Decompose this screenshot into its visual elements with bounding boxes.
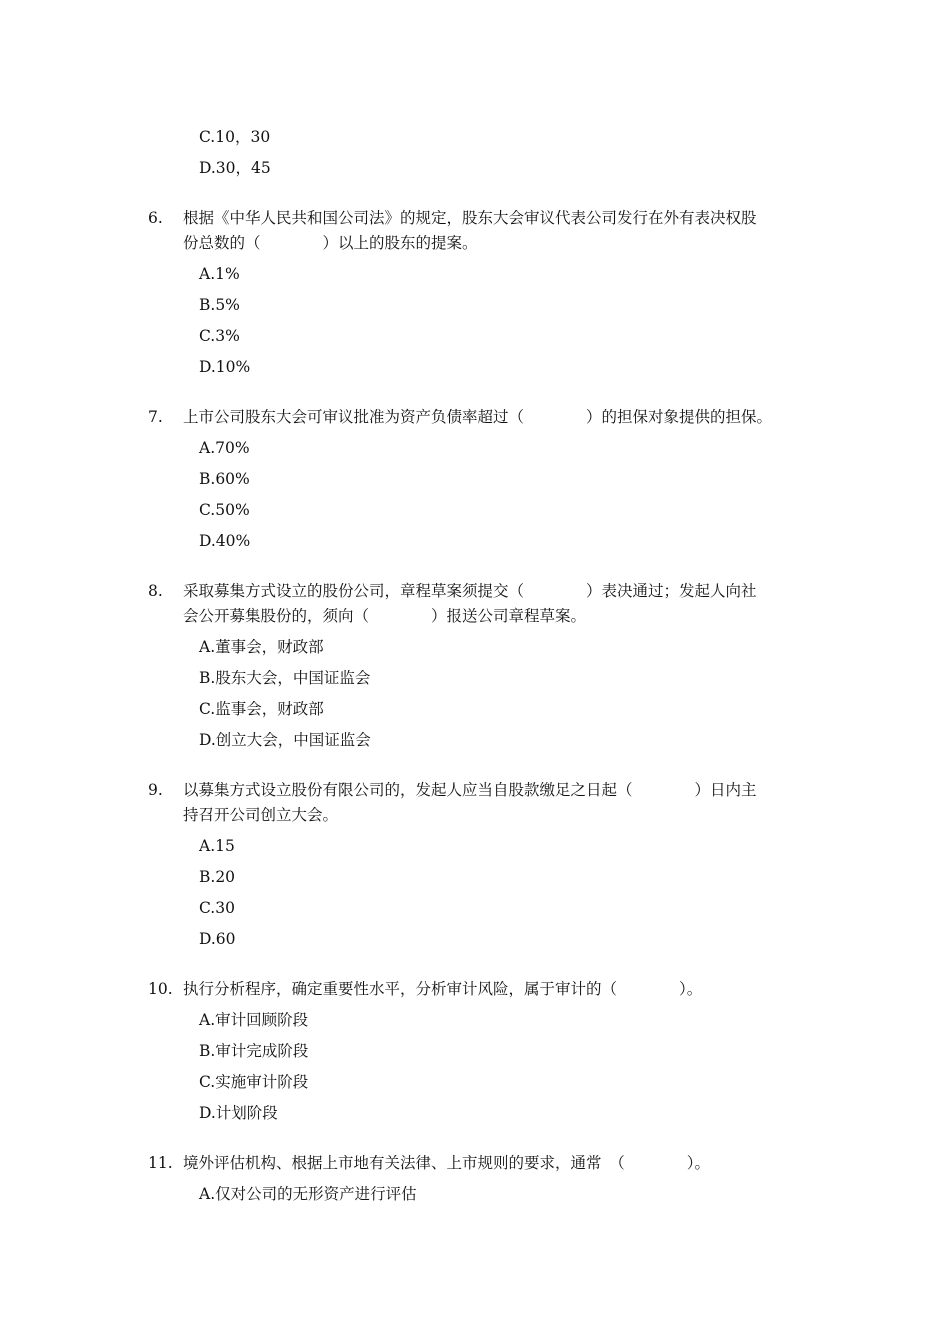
option-6-c: C.3% <box>199 327 240 345</box>
option-7-b: B.60% <box>199 470 250 488</box>
option-10-a: A.审计回顾阶段 <box>199 1011 309 1029</box>
question-10-number: 10. <box>148 980 173 998</box>
question-8-text-line-2: 会公开募集股份的，须向（ ）报送公司章程草案。 <box>183 607 587 625</box>
option-7-a: A.70% <box>199 439 250 457</box>
question-7-number: 7. <box>148 408 163 426</box>
question-10-text-line-1: 执行分析程序，确定重要性水平，分析审计风险，属于审计的（ ）。 <box>183 980 703 998</box>
option-6-b: B.5% <box>199 296 240 314</box>
option-7-d: D.40% <box>199 532 251 550</box>
option-9-c: C.30 <box>199 899 235 917</box>
question-9-number: 9. <box>148 781 163 799</box>
option-8-d: D.创立大会，中国证监会 <box>199 731 371 749</box>
question-9-text-line-2: 持召开公司创立大会。 <box>183 806 339 824</box>
option-11-a: A.仅对公司的无形资产进行评估 <box>199 1185 417 1203</box>
option-10-c: C.实施审计阶段 <box>199 1073 309 1091</box>
option-8-c: C.监事会，财政部 <box>199 700 324 718</box>
option-6-a: A.1% <box>199 265 240 283</box>
option-9-d: D.60 <box>199 930 236 948</box>
option-10-b: B.审计完成阶段 <box>199 1042 309 1060</box>
question-9-text-line-1: 以募集方式设立股份有限公司的，发起人应当自股款缴足之日起（ ）日内主 <box>183 781 757 799</box>
option-5-c: C.10，30 <box>199 128 271 146</box>
option-7-c: C.50% <box>199 501 250 519</box>
question-6-text-line-1: 根据《中华人民共和国公司法》的规定，股东大会审议代表公司发行在外有表决权股 <box>183 209 757 227</box>
option-9-a: A.15 <box>199 837 235 855</box>
option-8-a: A.董事会，财政部 <box>199 638 324 656</box>
option-8-b: B.股东大会，中国证监会 <box>199 669 371 687</box>
question-6-text-line-2: 份总数的（ ）以上的股东的提案。 <box>183 234 478 252</box>
question-6-number: 6. <box>148 209 163 227</box>
question-11-number: 11. <box>148 1154 173 1172</box>
question-7-text-line-1: 上市公司股东大会可审议批准为资产负债率超过（ ）的担保对象提供的担保。 <box>183 408 773 426</box>
option-9-b: B.20 <box>199 868 236 886</box>
question-8-text-line-1: 采取募集方式设立的股份公司，章程草案须提交（ ）表决通过；发起人向社 <box>183 582 757 600</box>
question-11-text-line-1: 境外评估机构、根据上市地有关法律、上市规则的要求，通常 （ ）。 <box>183 1154 711 1172</box>
question-8-number: 8. <box>148 582 163 600</box>
option-5-d: D.30，45 <box>199 159 271 177</box>
option-6-d: D.10% <box>199 358 251 376</box>
option-10-d: D.计划阶段 <box>199 1104 278 1122</box>
